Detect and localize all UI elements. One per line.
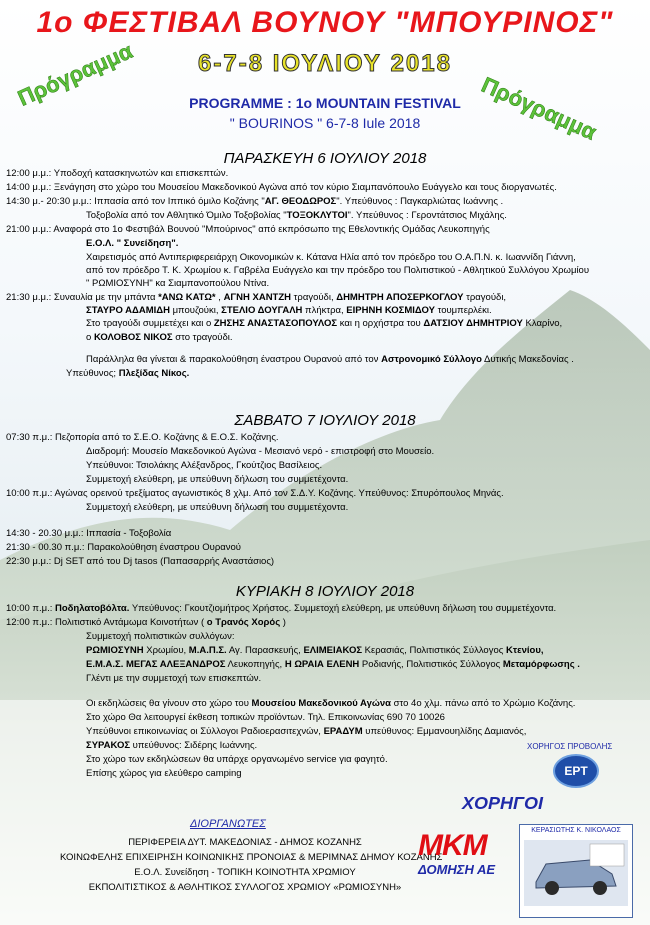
friday-line-3: 14:30 μ.- 20:30 μ.μ.: Ιππασία από τον Ιππικό όμιλο Κοζάνης "ΑΓ. ΘΕΟΔΩΡΟΣ". Υπεύθυνος : Παγκαρλιώτας Ιωάννης .: [6, 196, 504, 207]
organizer-4: ΕΚΠΟΛΙΤΙΣΤΙΚΟΣ & ΑΘΛΗΤΙΚΟΣ ΣΥΛΛΟΓΟΣ ΧΡΩΜΙΟΥ «ΡΩΜΙΟΣΥΝΗ»: [88, 882, 402, 893]
organizers-heading: ΔΙΟΡΓΑΝΩΤΕΣ: [190, 818, 266, 830]
sunday-line-9: Υπεύθυνοι επικοινωνίας οι Σύλλογοι Ραδιοερασιτεχνών, ΕΡΑΔΥΜ υπεύθυνος: Εμμανουηλίδης Δαμιανός,: [86, 726, 527, 737]
festival-dates: 6-7-8 ΙΟΥΛΙΟΥ 2018: [198, 50, 452, 77]
sponsors-heading: ΧΟΡΗΓΟΙ: [462, 793, 543, 813]
programma-left: Πρόγραμμα: [14, 38, 137, 111]
saturday-line-4: Συμμετοχή ελεύθερη, με υπεύθυνη δήλωση του συμμετέχοντα.: [86, 474, 349, 485]
organizer-3: Ε.Ο.Λ. Συνείδηση - ΤΟΠΙΚΗ ΚΟΙΝΟΤΗΤΑ ΧΡΩΜΙΟΥ: [134, 867, 356, 878]
friday-line-5: 21:00 μ.μ.: Αναφορά στο 1ο Φεστιβάλ Βουνού "Μπούρινος" από εκπρόσωπο της Εθελοντικής Ομάδας Λευκοπηγής: [6, 224, 490, 235]
programme-dates-subtitle: " BOURINOS " 6-7-8 Iule 2018: [229, 115, 421, 131]
sunday-line-8: Στο χώρο Θα λειτουργεί έκθεση τοπικών προϊόντων. Τηλ. Επικοινωνίας 690 70 10026: [86, 712, 445, 723]
saturday-line-7: 14:30 - 20.30 μ.μ.: Ιππασία - Τοξοβολία: [6, 528, 172, 539]
saturday-line-5: 10:00 π.μ.: Αγώνας ορεινού τρεξίματος αγωνιστικός 8 χλμ. Από τον Σ.Δ.Υ. Κοζάνης. Υπεύθυνος: Σπυρόπουλος Μηνάς.: [6, 488, 504, 499]
sunday-line-11: Στο χώρο των εκδηλώσεων θα υπάρχε οργανωμένο service για φαγητό.: [86, 754, 388, 765]
friday-line-11: ΣΤΑΥΡΟ ΑΔΑΜΙΔΗ μπουζούκι, ΣΤΕΛΙΟ ΔΟΥΓΑΛΗ πλήκτρα, ΕΙΡΗΝΗ ΚΟΣΜΙΔΟΥ τουμπερλέκι.: [86, 305, 492, 316]
organizer-1: ΠΕΡΙΦΕΡΕΙΑ ΔΥΤ. ΜΑΚΕΔΟΝΙΑΣ - ΔΗΜΟΣ ΚΟΖΑΝΗΣ: [128, 837, 362, 848]
saturday-line-1: 07:30 π.μ.: Πεζοπορία από το Σ.Ε.Ο. Κοζάνης & Ε.Ο.Σ. Κοζάνης.: [6, 432, 279, 443]
friday-line-9: " ΡΩΜΙΟΣΥΝΗ" κα Σιαμπανοπούλου Ντίνα.: [86, 278, 270, 289]
friday-line-12: Στο τραγούδι συμμετέχει και ο ΖΗΣΗΣ ΑΝΑΣΤΑΣΟΠΟΥΛΟΣ και η ορχήστρα του ΔΑΤΣΙΟΥ ΔΗΜΗΤΡΙΟΥ Κλαρίνο,: [86, 318, 563, 329]
friday-line-2: 14:00 μ.μ.: Ξενάγηση στο χώρο του Μουσείου Μακεδονικού Αγώνα από τον κύριο Σιαμπανόπουλο Ευάγγελο και τους διοργανωτές.: [6, 182, 557, 193]
friday-line-4: Τοξοβολία από τον Αθλητικό Όμιλο Τοξοβολίας "ΤΟΞΟΚΛΥΤΟΙ". Υπεύθυνος : Γεροντάτσιος Μιχάλης.: [86, 210, 507, 221]
friday-heading: ΠΑΡΑΣΚΕΥΗ 6 ΙΟΥΛΙΟΥ 2018: [223, 150, 427, 167]
mkm-logo: ΜΚΜ ΔΟΜΗΣΗ ΑΕ: [418, 829, 496, 877]
friday-line-6: Ε.Ο.Λ. " Συνείδηση".: [86, 238, 179, 249]
sunday-line-10: ΣΥΡΑΚΟΣ υπεύθυνος: Σιδέρης Ιωάννης.: [86, 740, 258, 751]
saturday-line-3: Υπεύθυνοι: Τσιολάκης Αλέξανδρος, Γκούτζιος Βασίλειος.: [86, 460, 323, 471]
saturday-heading: ΣΑΒΒΑΤΟ 7 ΙΟΥΛΙΟΥ 2018: [234, 412, 416, 429]
sunday-heading: ΚΥΡΙΑΚΗ 8 ΙΟΥΛΙΟΥ 2018: [235, 583, 415, 600]
friday-line-13: ο ΚΟΛΟΒΟΣ ΝΙΚΟΣ στο τραγούδι.: [86, 332, 233, 343]
sunday-line-7: Οι εκδηλώσεις θα γίνουν στο χώρο του Μουσείου Μακεδονικού Αγώνα στο 4ο χλμ. πάνω από το Χρώμιο Κοζάνης.: [86, 698, 576, 709]
friday-line-1: 12:00 μ.μ.: Υποδοχή κατασκηνωτών και επισκεπτών.: [6, 168, 229, 179]
saturday-line-9: 22:30 μ.μ.: Dj SET από του Dj tasos (Παπασαρρής Αναστάσιος): [6, 556, 275, 567]
friday-line-15: Υπεύθυνος; Πλεξίδας Νίκος.: [66, 368, 190, 379]
programma-right: Πρόγραμμα: [477, 72, 601, 145]
saturday-line-8: 21:30 - 00.30 π.μ.: Παρακολούθηση έναστρου Ουρανού: [6, 542, 241, 553]
ert-logo: ΕΡΤ: [553, 754, 599, 788]
sunday-line-4: ΡΩΜΙΟΣΥΝΗ Χρωμίου, Μ.Α.Π.Σ. Αγ. Παρασκευής, ΕΛΙΜΕΙΑΚΟΣ Κερασιάς, Πολιτιστικός Σύλλογος Κτενίου,: [86, 645, 544, 656]
car-illustration-icon: [520, 834, 632, 910]
saturday-line-6: Συμμετοχή ελεύθερη, με υπεύθυνη δήλωση του συμμετέχοντα.: [86, 502, 349, 513]
sunday-line-1: 10:00 π.μ.: Ποδηλατοβόλτα. Υπεύθυνος: Γκουτζιομήτρος Χρήστος. Συμμετοχή ελεύθερη, με υπεύθυνη δήλωση του συμμετέχοντα.: [6, 603, 557, 614]
organizer-2: ΚΟΙΝΩΦΕΛΗΣ ΕΠΙΧΕΙΡΗΣΗ ΚΟΙΝΩΝΙΚΗΣ ΠΡΟΝΟΙΑΣ & ΜΕΡΙΜΝΑΣ ΔΗΜΟΥ ΚΟΖΑΝΗΣ: [60, 852, 443, 863]
sunday-line-2: 12:00 π.μ.: Πολιτιστικό Αντάμωμα Κοινοτήτων ( ο Τρανός Χορός ): [6, 617, 286, 628]
friday-line-7: Χαιρετισμός από Αντιπεριφερειάρχη Οικονομικών κ. Κάτανα Ηλία από τον πρόεδρο του Ο.Α.Π.Ν. κ. Ιωαννίδη Γιάννη,: [86, 252, 576, 263]
ert-sponsor-label: ΧΟΡΗΓΟΣ ΠΡΟΒΟΛΗΣ: [527, 742, 613, 751]
sunday-line-3: Συμμετοχή πολιτιστικών συλλόγων:: [86, 631, 235, 642]
sunday-line-6: Γλέντι με την συμμετοχή των επισκεπτών.: [86, 673, 262, 684]
friday-line-14: Παράλληλα θα γίνεται & παρακολούθηση έναστρου Ουρανού από τον Αστρονομικό Σύλλογο Δυτικής Μακεδονίας .: [86, 354, 574, 365]
programme-subtitle: PROGRAMME : 1o MOUNTAIN FESTIVAL: [189, 95, 461, 111]
sunday-line-5: Ε.Μ.Α.Σ. ΜΕΓΑΣ ΑΛΕΞΑΝΔΡΟΣ Λευκοπηγής, Η ΩΡΑΙΑ ΕΛΕΝΗ Ροδιανής, Πολιτιστικός Σύλλογος Μεταμόρφωσης .: [86, 659, 580, 670]
sunday-line-12: Επίσης χώρος για ελεύθερο camping: [86, 768, 242, 779]
festival-title: 1ο ΦΕΣΤΙΒΑΛ ΒΟΥΝΟΥ "ΜΠΟΥΡΙΝΟΣ": [36, 6, 614, 39]
friday-line-8: από τον πρόεδρο Τ. Κ. Χρωμίου κ. Γαβρέλα Ευάγγελο και την πρόεδρο του Πολιτιστικού - Αθλητικού Συλλόγου Χρωμίου: [86, 265, 590, 276]
saturday-line-2: Διαδρομή: Μουσείο Μακεδονικού Αγώνα - Μεσιανό νερό - επιστροφή στο Μουσείο.: [86, 446, 435, 457]
kerasiotis-logo: ΚΕΡΑΣΙΩΤΗΣ Κ. ΝΙΚΟΛΑΟΣ: [519, 824, 633, 918]
friday-line-10: 21:30 μ.μ.: Συναυλία με την μπάντα *ΑΝΩ ΚΑΤΩ* , ΑΓΝΗ ΧΑΝΤΖΗ τραγούδι, ΔΗΜΗΤΡΗ ΑΠΟΣΕΡΚΟΓΛΟΥ τραγούδι,: [6, 292, 507, 303]
